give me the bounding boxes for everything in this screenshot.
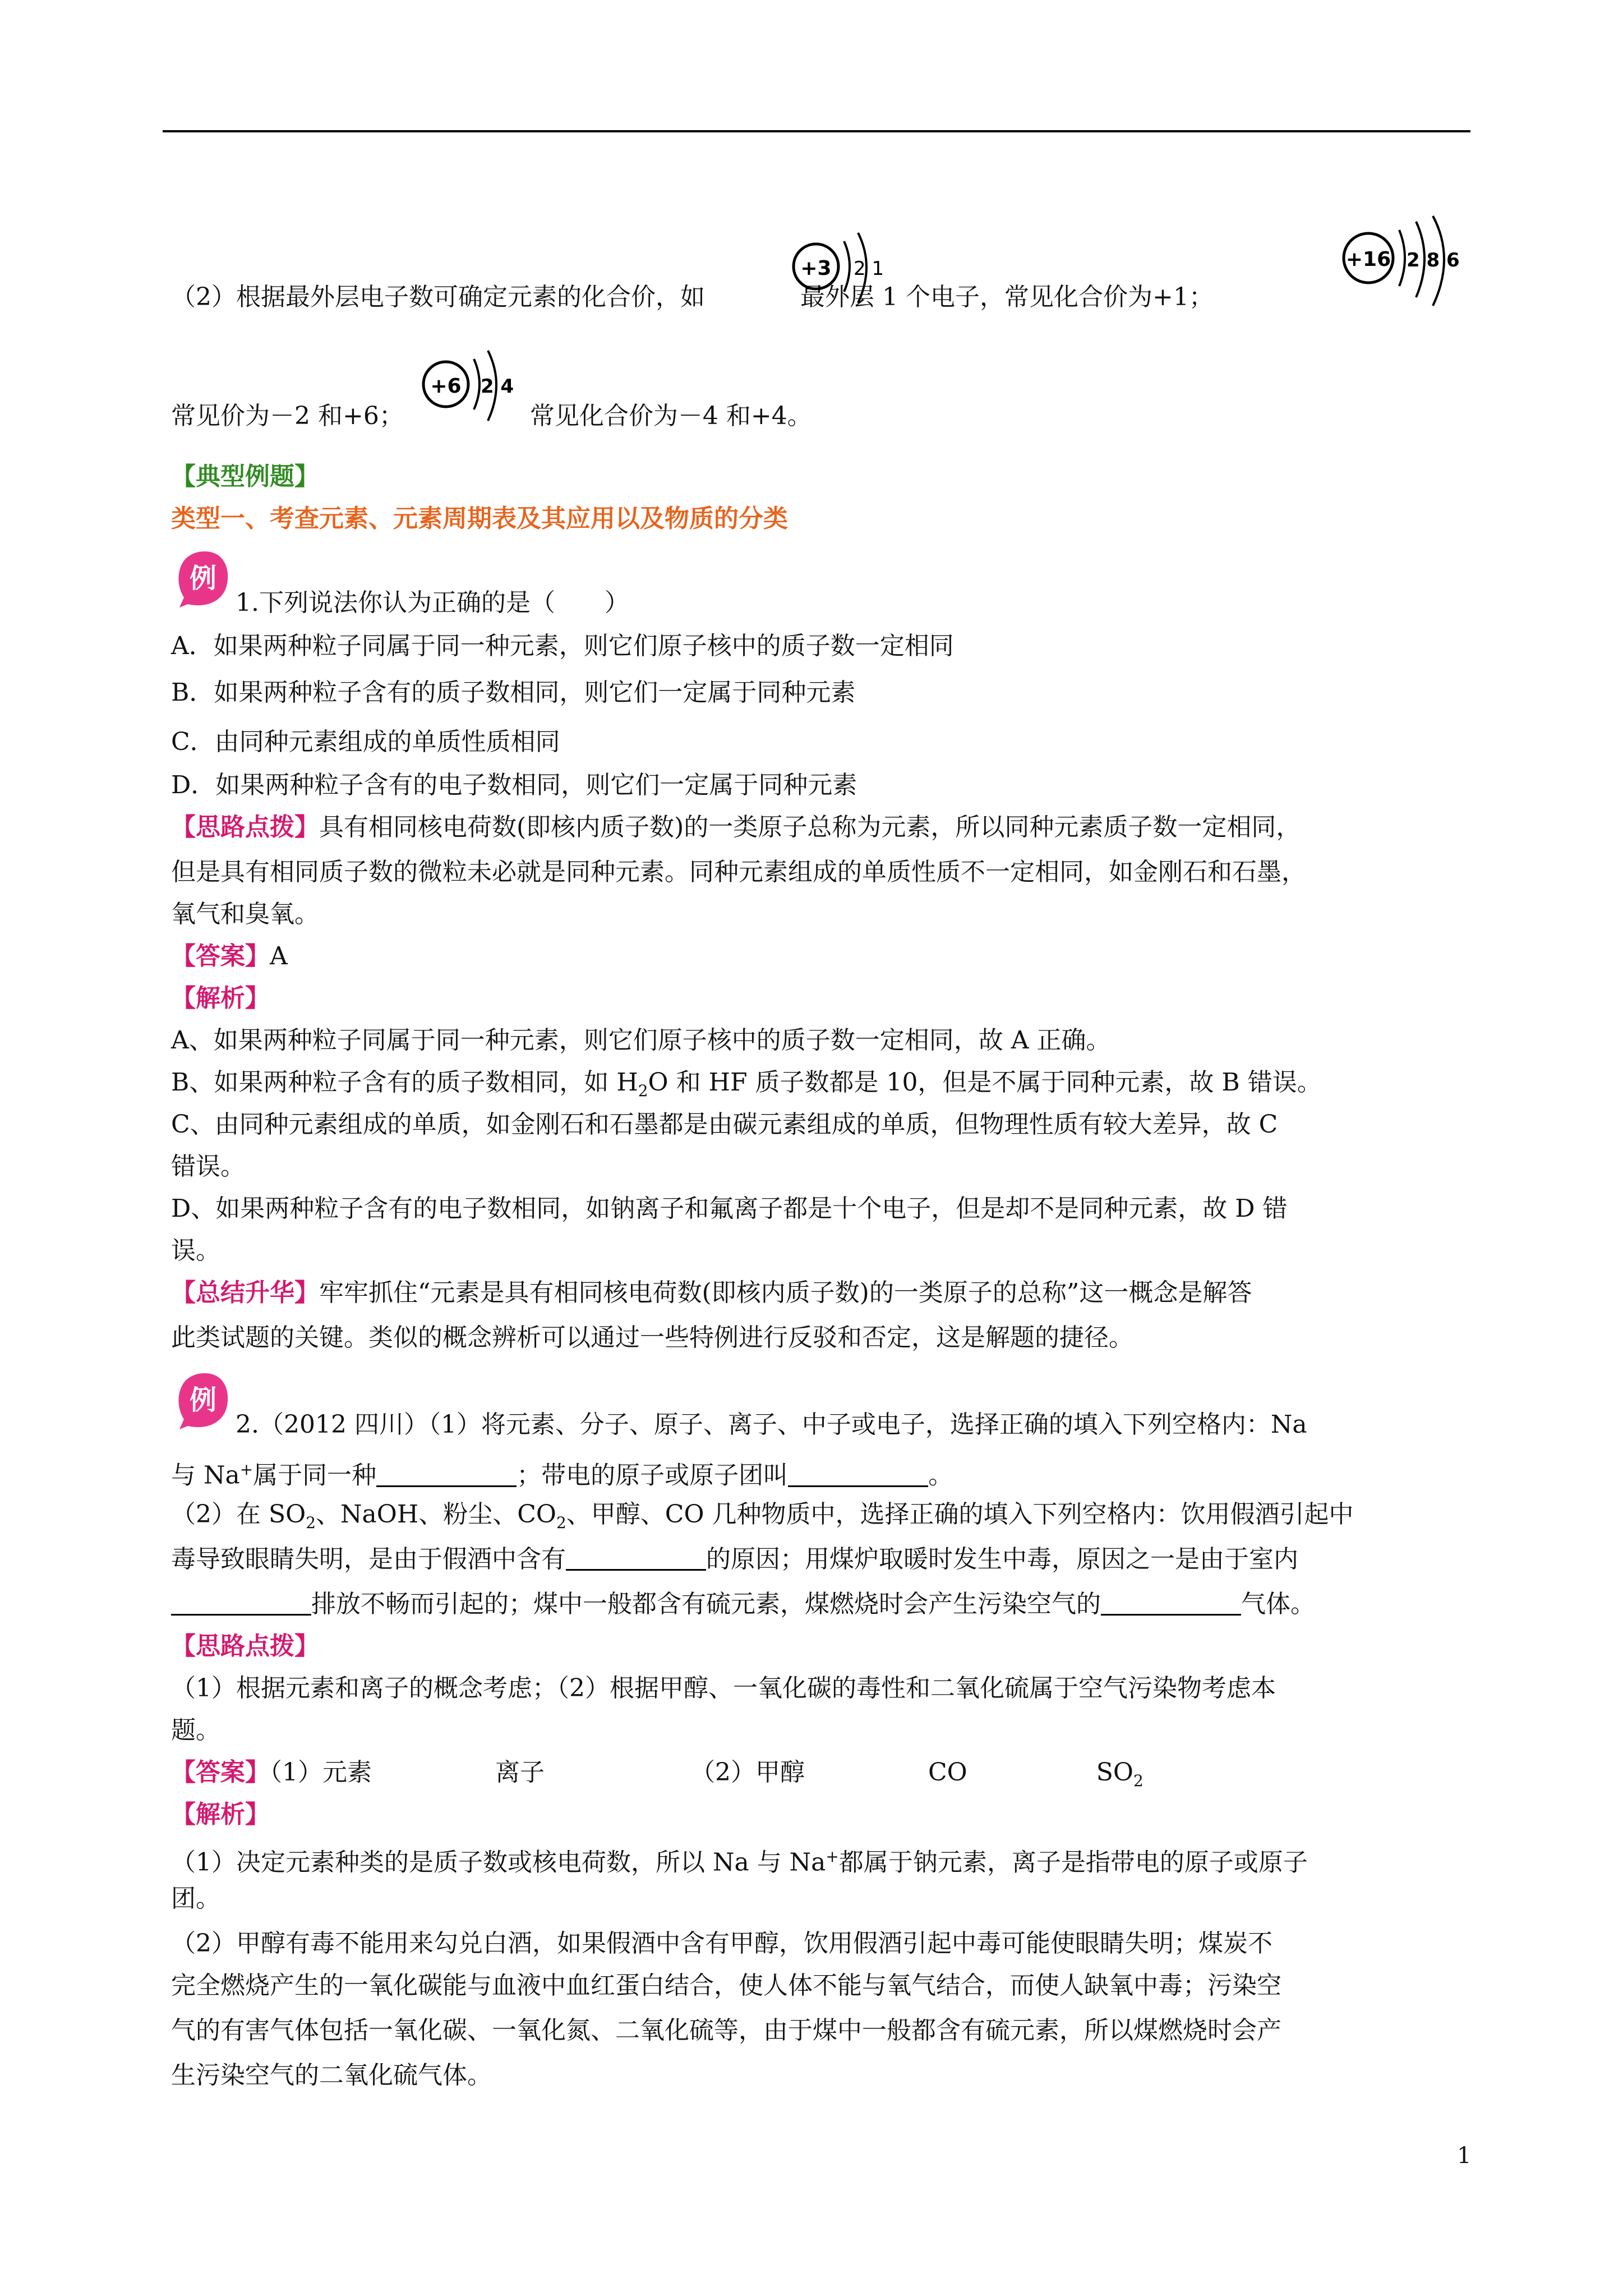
answer-label: 【答案】 [171, 1758, 270, 1787]
intro-line-2 [171, 399, 1472, 433]
analysis-text: （1）决定元素种类的是质子数或核电荷数，所以 Na 与 Na [171, 1848, 826, 1877]
sulfur-atom-structure-diagram [1335, 213, 1469, 314]
nucleus-label: +6 [430, 375, 462, 398]
answer-label: 【答案】 [171, 942, 270, 970]
answer-blank[interactable] [566, 1547, 706, 1571]
nucleus-label: +16 [1345, 248, 1391, 271]
lithium-atom-structure-diagram [785, 224, 892, 314]
typical-examples-heading: 【典型例题】 [171, 462, 319, 491]
example1-analysis-a: A、如果两种粒子同属于同一种元素，则它们原子核中的质子数一定相同，故 A 正确。 [171, 1026, 1111, 1055]
example2-analysis-1-cont: 团。 [171, 1884, 220, 1913]
stem-text: 。 [928, 1461, 953, 1490]
stem-text: ；带电的原子或原子团叫 [517, 1461, 789, 1490]
example2-analysis-2-line-4: 生污染空气的二氧化硫气体。 [171, 2061, 492, 2090]
answer-blank[interactable] [788, 1463, 928, 1487]
shell-electron-counts: 2 1 [854, 257, 884, 280]
example1-answer [171, 940, 1472, 973]
stem-text: 的原因；用煤炉取暖时发生中毒，原因之一是由于室内 [706, 1545, 1298, 1573]
example1-option-c: C．由同种元素组成的单质性质相同 [171, 728, 560, 756]
stem-text: 毒导致眼睛失明，是由于假酒中含有 [171, 1545, 566, 1573]
summary-text: 牢牢抓住“元素是具有相同核电荷数(即核内质子数)的一类原子的总称”这一概念是解答 [319, 1278, 1252, 1307]
answer-value: A [270, 942, 288, 970]
subscript: 2 [1133, 1771, 1144, 1790]
example1-summary-line-1 [171, 1276, 1472, 1310]
example1-hint-line-2: 但是具有相同质子数的微粒未必就是同种元素。同种元素组成的单质性质不一定相同，如金刚石和石墨， [171, 858, 1306, 886]
answer-value: （1）元素 [270, 1758, 372, 1787]
example2-analysis-2-line-3: 气的有害气体包括一氧化碳、一氧化氮、二氧化硫等，由于煤中一般都含有硫元素，所以煤燃烧时会产 [171, 2016, 1281, 2045]
example2-analysis-1 [171, 1840, 1472, 1880]
example2-answer [171, 1756, 1472, 1798]
subscript: 2 [556, 1513, 566, 1532]
superscript: + [826, 1847, 839, 1866]
example2-analysis-2-line-1: （2）甲醇有毒不能用来勾兑白酒，如果假酒中含有甲醇，饮用假酒引起中毒可能使眼睛失明；煤炭不 [171, 1929, 1272, 1958]
hint-text: 具有相同核电荷数(即核内质子数)的一类原子总称为元素，所以同种元素质子数一定相同， [319, 813, 1301, 841]
intro-text: 常见价为－2 和+6； [171, 402, 404, 430]
stem-text: 、NaOH、粉尘、CO [316, 1500, 556, 1529]
example1-stem: 1.下列说法你认为正确的是（ ） [236, 588, 629, 617]
intro-text: （2）根据最外层电子数可确定元素的化合价，如 [171, 283, 705, 311]
example2-stem-line-2 [171, 1453, 1472, 1493]
hint-label: 【思路点拨】 [171, 813, 319, 841]
stem-text: （2）在 SO [171, 1500, 306, 1529]
analysis-text: B、如果两种粒子含有的质子数相同，如 H [171, 1068, 638, 1097]
example1-option-b: B．如果两种粒子含有的质子数相同，则它们一定属于同种元素 [171, 678, 856, 707]
badge-char: 例 [189, 1384, 217, 1416]
example1-analysis-d-2: 误。 [171, 1236, 220, 1265]
summary-label: 【总结升华】 [171, 1278, 319, 1307]
stem-text: 气体。 [1241, 1590, 1315, 1618]
answer-blank[interactable] [376, 1463, 517, 1487]
badge-char: 例 [189, 563, 217, 594]
example2-analysis-label: 【解析】 [171, 1800, 270, 1829]
intro-text: 常见化合价为－4 和+4。 [529, 402, 812, 430]
answer-value: （2）甲醇 [690, 1758, 805, 1787]
example1-analysis-d-1: D、如果两种粒子含有的电子数相同，如钠离子和氟离子都是十个电子，但是却不是同种元素，故 D 错 [171, 1194, 1288, 1223]
example2-q2-line-3 [171, 1588, 1472, 1621]
answer-value: SO [1096, 1758, 1133, 1787]
example1-hint-line-3: 氧气和臭氧。 [171, 900, 319, 928]
example1-hint-line-1 [171, 811, 1472, 844]
example-badge-icon [174, 1369, 236, 1433]
shell-electron-counts: 2 4 [481, 375, 514, 398]
example1-summary-line-2: 此类试题的关键。类似的概念辨析可以通过一些特例进行反驳和否定，这是解题的捷径。 [171, 1323, 1133, 1352]
example2-hint-line-1: （1）根据元素和离子的概念考虑；（2）根据甲醇、一氧化碳的毒性和二氧化硫属于空气污染物考虑本 [171, 1674, 1276, 1703]
example1-analysis-label: 【解析】 [171, 984, 270, 1013]
type1-heading: 类型一、考查元素、元素周期表及其应用以及物质的分类 [171, 504, 788, 533]
example2-stem-line-1: 2.（2012 四川）（1）将元素、分子、原子、离子、中子或电子，选择正确的填入下列空格内：Na [236, 1410, 1307, 1439]
answer-blank[interactable] [1101, 1591, 1241, 1616]
example1-option-d: D．如果两种粒子含有的电子数相同，则它们一定属于同种元素 [171, 771, 857, 799]
example1-analysis-c-1: C、由同种元素组成的单质，如金刚石和石墨都是由碳元素组成的单质，但物理性质有较大差异，故 C [171, 1110, 1278, 1139]
answer-value: 离子 [495, 1758, 545, 1787]
nucleus-label: +3 [800, 257, 832, 280]
header-rule [163, 130, 1470, 132]
example1-analysis-b [171, 1066, 1472, 1108]
subscript: 2 [638, 1081, 648, 1100]
intro-text: 最外层 1 个电子，常见化合价为+1； [800, 283, 1214, 311]
subscript: 2 [306, 1513, 316, 1532]
analysis-text: 都属于钠元素，离子是指带电的原子或原子 [838, 1848, 1308, 1877]
example1-option-a: A．如果两种粒子同属于同一种元素，则它们原子核中的质子数一定相同 [171, 632, 954, 660]
example2-hint-label: 【思路点拨】 [171, 1632, 319, 1660]
answer-value: CO [928, 1758, 967, 1787]
analysis-text: O 和 HF 质子数都是 10，但是不属于同种元素，故 B 错误。 [648, 1068, 1322, 1097]
example1-analysis-c-2: 错误。 [171, 1152, 245, 1181]
example-badge-icon [174, 547, 236, 611]
example2-q2-line-1 [171, 1498, 1472, 1540]
example2-q2-line-2 [171, 1543, 1472, 1576]
page-number: 1 [1457, 2143, 1472, 2169]
shell-electron-counts: 2 8 6 [1407, 249, 1460, 272]
stem-text: 属于同一种 [253, 1461, 377, 1490]
example2-hint-line-2: 题。 [171, 1716, 220, 1745]
stem-text: 排放不畅而引起的；煤中一般都含有硫元素，煤燃烧时会产生污染空气的 [311, 1590, 1101, 1618]
carbon-atom-structure-diagram [415, 342, 527, 432]
superscript: + [239, 1460, 253, 1479]
example2-analysis-2-line-2: 完全燃烧产生的一氧化碳能与血液中血红蛋白结合，使人体不能与氧气结合，而使人缺氧中毒；污染空 [171, 1971, 1281, 2000]
answer-blank[interactable] [171, 1591, 311, 1616]
stem-text: 与 Na [171, 1461, 240, 1490]
stem-text: 、甲醇、CO 几种物质中，选择正确的填入下列空格内：饮用假酒引起中 [566, 1500, 1354, 1529]
